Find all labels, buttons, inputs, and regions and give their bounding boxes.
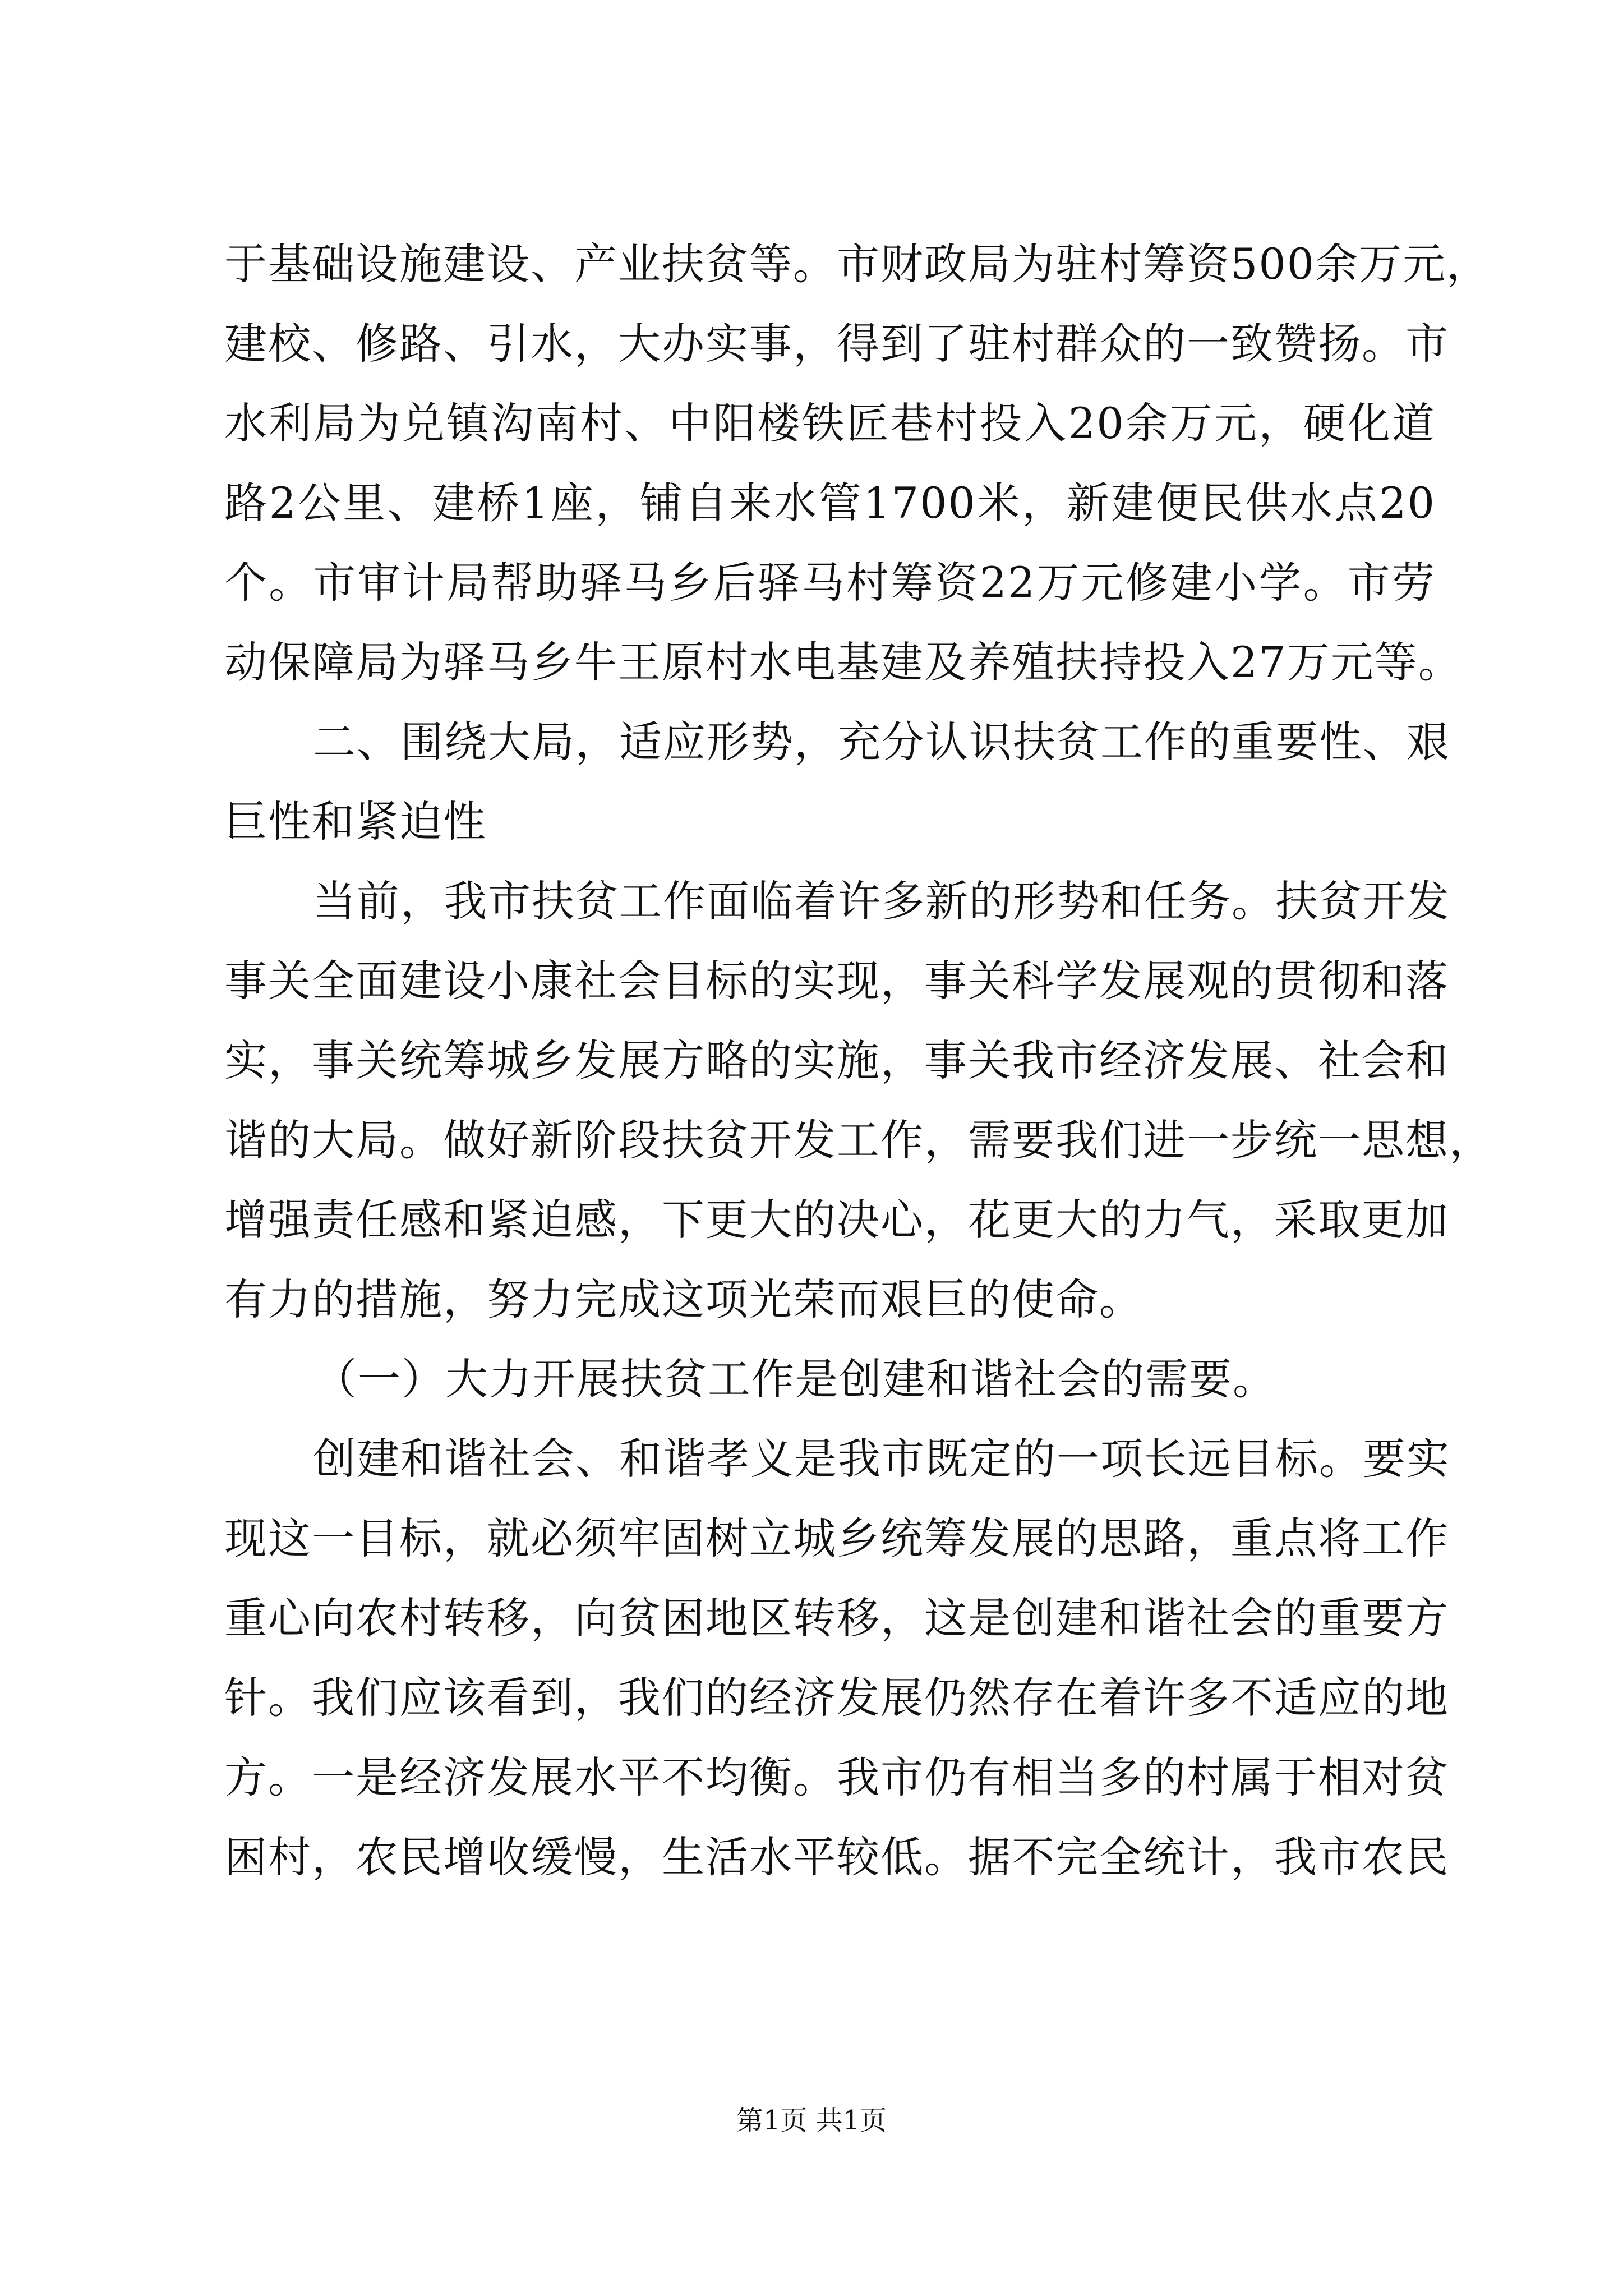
- subsection-heading: （一）大力开展扶贫工作是创建和谐社会的需要。: [314, 1354, 1276, 1404]
- text-line: 动保障局为驿马乡牛王原村水电基建及养殖扶持投入27万元等。: [224, 637, 1462, 687]
- section-heading-line: 二、围绕大局，适应形势，充分认识扶贫工作的重要性、艰: [313, 717, 1450, 767]
- text-line: 实，事关统筹城乡发展方略的实施，事关我市经济发展、社会和: [224, 1036, 1449, 1085]
- text-line: 现这一目标，就必须牢固树立城乡统筹发展的思路，重点将工作: [224, 1513, 1449, 1563]
- text-line: 水利局为兑镇沟南村、中阳楼铁匠巷村投入20余万元，硬化道: [224, 398, 1436, 448]
- text-line: 谐的大局。做好新阶段扶贫开发工作，需要我们进一步统一思想，: [224, 1115, 1493, 1165]
- section-heading-line: 巨性和紧迫性: [224, 797, 487, 846]
- text-line: 创建和谐社会、和谐孝义是我市既定的一项长远目标。要实: [313, 1434, 1450, 1484]
- text-line: 当前，我市扶贫工作面临着许多新的形势和任务。扶贫开发: [313, 876, 1450, 926]
- text-line: 方。一是经济发展水平不均衡。我市仍有相当多的村属于相对贫: [224, 1752, 1449, 1802]
- text-line: 个。市审计局帮助驿马乡后驿马村筹资22万元修建小学。市劳: [224, 558, 1436, 608]
- text-line: 于基础设施建设、产业扶贫等。市财政局为驻村筹资500余万元，: [224, 239, 1491, 289]
- text-line: 建校、修路、引水，大办实事，得到了驻村群众的一致赞扬。市: [224, 319, 1449, 369]
- text-line: 路2公里、建桥1座，铺自来水管1700米，新建便民供水点20: [224, 478, 1436, 528]
- text-line: 针。我们应该看到，我们的经济发展仍然存在着许多不适应的地: [224, 1673, 1449, 1723]
- text-line: 困村，农民增收缓慢，生活水平较低。据不完全统计，我市农民: [224, 1832, 1449, 1882]
- page-footer: 第1页 共1页: [736, 2105, 887, 2136]
- document-body: [224, 224, 1493, 1897]
- text-line: 有力的措施，努力完成这项光荣而艰巨的使命。: [224, 1274, 1143, 1324]
- text-line: 重心向农村转移，向贫困地区转移，这是创建和谐社会的重要方: [224, 1593, 1449, 1643]
- text-line: 增强责任感和紧迫感，下更大的决心，花更大的力气，采取更加: [224, 1195, 1449, 1245]
- text-line: 事关全面建设小康社会目标的实现，事关科学发展观的贯彻和落: [224, 956, 1449, 1006]
